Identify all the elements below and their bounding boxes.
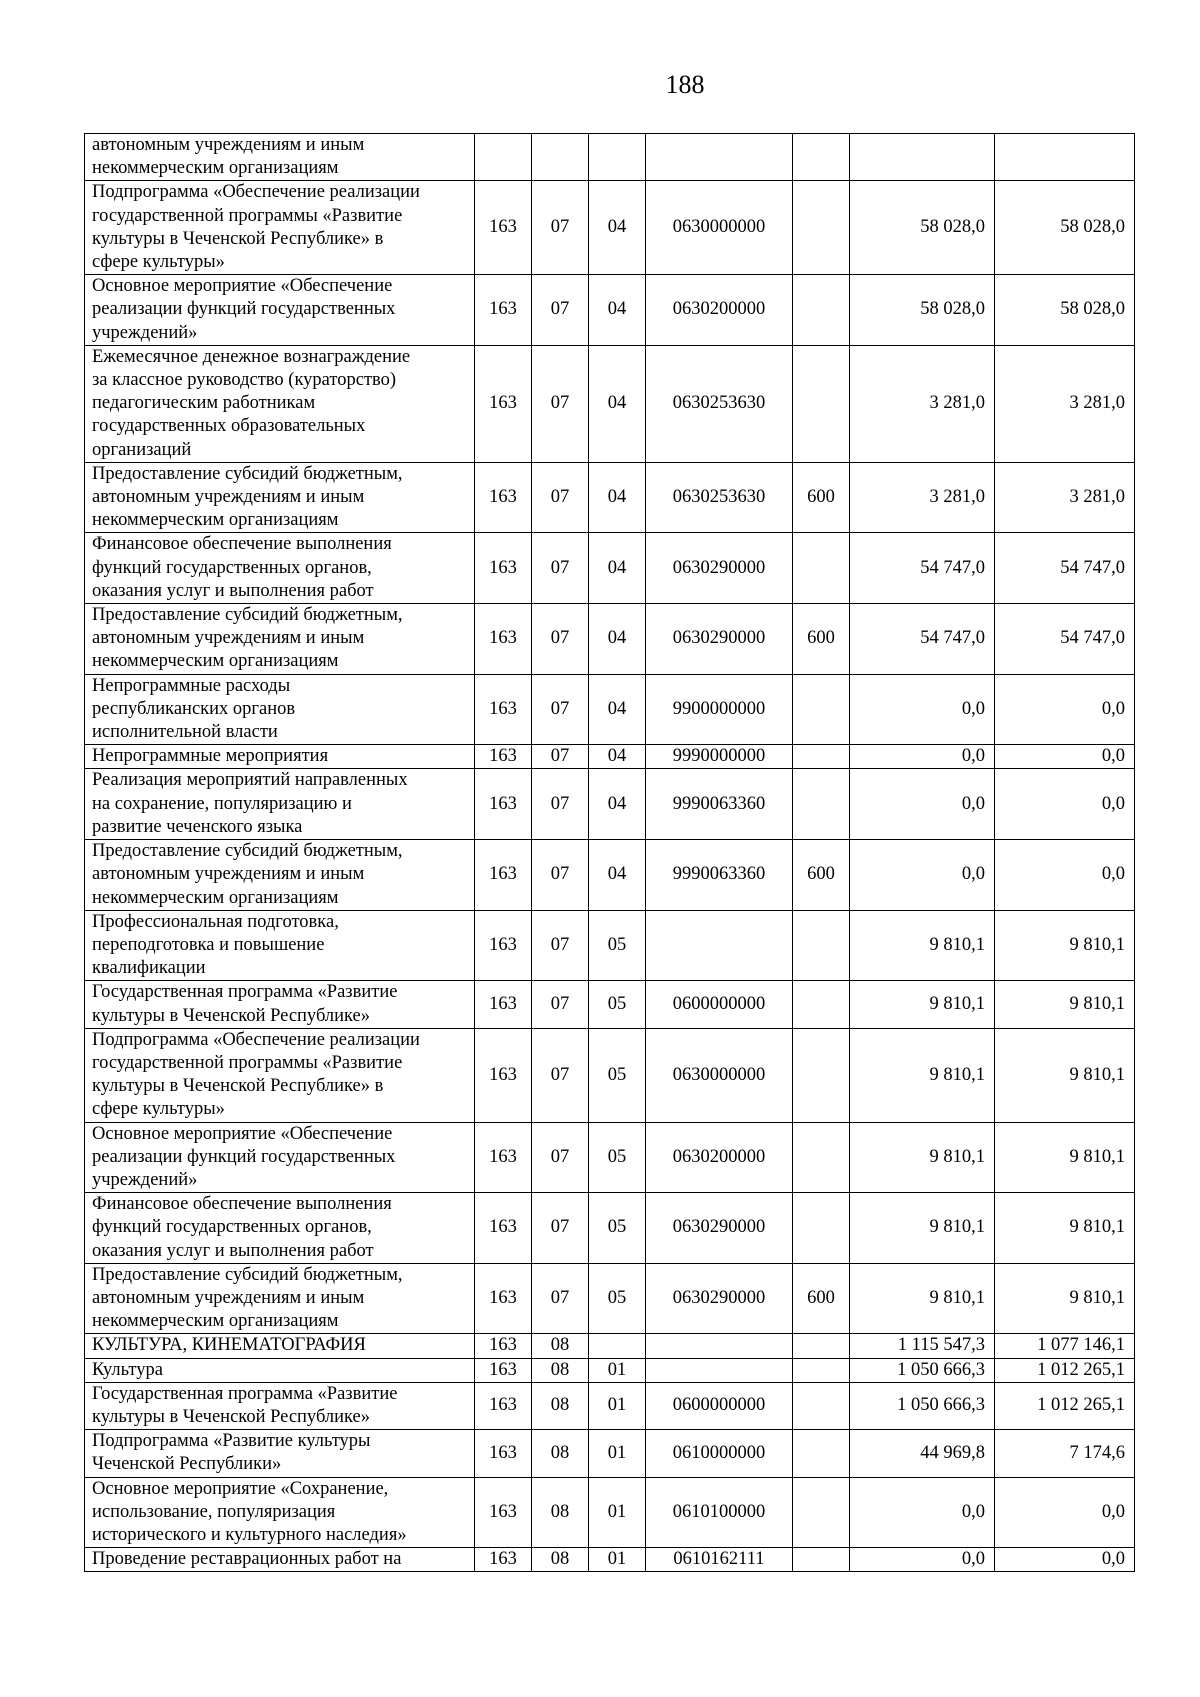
expense-type-cell: 600	[793, 462, 850, 533]
expense-type-cell	[793, 134, 850, 181]
subsection-code-cell	[589, 1334, 646, 1358]
expense-type-cell	[793, 1028, 850, 1122]
department-code-cell: 163	[475, 275, 532, 346]
table-row	[85, 1358, 1135, 1382]
table-row	[85, 345, 1135, 462]
section-code-cell: 07	[532, 674, 589, 745]
subsection-code-cell: 05	[589, 1193, 646, 1264]
amount-year2-cell: 54 747,0	[995, 533, 1135, 604]
amount-year1-cell: 54 747,0	[850, 533, 995, 604]
amount-year1-cell	[850, 134, 995, 181]
department-code-cell: 163	[475, 1122, 532, 1193]
amount-year2-cell: 9 810,1	[995, 981, 1135, 1028]
expense-name-cell: Подпрограмма «Развитие культуры Чеченской Республики»	[85, 1430, 475, 1477]
expense-type-cell	[793, 181, 850, 275]
amount-year1-cell: 9 810,1	[850, 910, 995, 981]
section-code-cell: 07	[532, 745, 589, 769]
target-article-cell: 0630290000	[646, 533, 793, 604]
amount-year1-cell: 9 810,1	[850, 1122, 995, 1193]
subsection-code-cell: 04	[589, 840, 646, 911]
amount-year1-cell: 0,0	[850, 840, 995, 911]
expense-type-cell	[793, 345, 850, 462]
expense-type-cell	[793, 1193, 850, 1264]
department-code-cell: 163	[475, 604, 532, 675]
expense-name-cell: Подпрограмма «Обеспечение реализации государственной программы «Развитие культуры в Чеченской Республике» в сфере культуры»	[85, 1028, 475, 1122]
table-row	[85, 462, 1135, 533]
amount-year2-cell: 3 281,0	[995, 462, 1135, 533]
target-article-cell: 0630253630	[646, 462, 793, 533]
amount-year1-cell: 1 050 666,3	[850, 1382, 995, 1429]
target-article-cell: 0630290000	[646, 1263, 793, 1334]
table-row	[85, 745, 1135, 769]
subsection-code-cell: 04	[589, 462, 646, 533]
section-code-cell: 07	[532, 1263, 589, 1334]
target-article-cell	[646, 134, 793, 181]
expense-name-cell: Предоставление субсидий бюджетным, автономным учреждениям и иным некоммерческим организациям	[85, 1263, 475, 1334]
amount-year1-cell: 3 281,0	[850, 462, 995, 533]
expense-type-cell	[793, 1358, 850, 1382]
subsection-code-cell: 01	[589, 1382, 646, 1429]
table-row	[85, 1548, 1135, 1572]
expense-name-cell: Непрограммные мероприятия	[85, 745, 475, 769]
amount-year2-cell: 0,0	[995, 745, 1135, 769]
subsection-code-cell: 01	[589, 1548, 646, 1572]
expense-type-cell	[793, 1430, 850, 1477]
department-code-cell: 163	[475, 981, 532, 1028]
expense-type-cell	[793, 910, 850, 981]
amount-year2-cell: 0,0	[995, 840, 1135, 911]
page-number: 188	[665, 70, 705, 99]
expense-name-cell: Основное мероприятие «Обеспечение реализации функций государственных учреждений»	[85, 275, 475, 346]
department-code-cell	[475, 134, 532, 181]
amount-year2-cell: 1 012 265,1	[995, 1358, 1135, 1382]
amount-year1-cell: 0,0	[850, 674, 995, 745]
expense-name-cell: Предоставление субсидий бюджетным, автономным учреждениям и иным некоммерческим организациям	[85, 840, 475, 911]
subsection-code-cell: 04	[589, 181, 646, 275]
subsection-code-cell: 04	[589, 745, 646, 769]
department-code-cell: 163	[475, 674, 532, 745]
section-code-cell: 07	[532, 604, 589, 675]
department-code-cell: 163	[475, 1430, 532, 1477]
table-row	[85, 533, 1135, 604]
target-article-cell: 0630000000	[646, 181, 793, 275]
amount-year1-cell: 0,0	[850, 1548, 995, 1572]
target-article-cell: 0630290000	[646, 604, 793, 675]
expense-type-cell	[793, 275, 850, 346]
expense-type-cell	[793, 1548, 850, 1572]
expense-name-cell: Предоставление субсидий бюджетным, автономным учреждениям и иным некоммерческим организациям	[85, 462, 475, 533]
expense-name-cell: Финансовое обеспечение выполнения функций государственных органов, оказания услуг и выполнения работ	[85, 1193, 475, 1264]
section-code-cell: 08	[532, 1430, 589, 1477]
target-article-cell: 0610000000	[646, 1430, 793, 1477]
section-code-cell: 08	[532, 1358, 589, 1382]
department-code-cell: 163	[475, 533, 532, 604]
amount-year2-cell: 1 012 265,1	[995, 1382, 1135, 1429]
expense-type-cell	[793, 1477, 850, 1548]
table-row	[85, 1382, 1135, 1429]
subsection-code-cell: 04	[589, 769, 646, 840]
subsection-code-cell: 05	[589, 1122, 646, 1193]
amount-year1-cell: 54 747,0	[850, 604, 995, 675]
expense-type-cell	[793, 1122, 850, 1193]
table-row	[85, 1028, 1135, 1122]
subsection-code-cell: 04	[589, 674, 646, 745]
target-article-cell: 0630253630	[646, 345, 793, 462]
expense-name-cell: Основное мероприятие «Обеспечение реализации функций государственных учреждений»	[85, 1122, 475, 1193]
section-code-cell: 07	[532, 840, 589, 911]
section-code-cell	[532, 134, 589, 181]
department-code-cell: 163	[475, 1382, 532, 1429]
table-row	[85, 674, 1135, 745]
amount-year1-cell: 1 115 547,3	[850, 1334, 995, 1358]
table-row	[85, 134, 1135, 181]
target-article-cell: 0630200000	[646, 1122, 793, 1193]
target-article-cell: 0610162111	[646, 1548, 793, 1572]
expense-name-cell: Государственная программа «Развитие культуры в Чеченской Республике»	[85, 1382, 475, 1429]
section-code-cell: 08	[532, 1548, 589, 1572]
subsection-code-cell: 01	[589, 1358, 646, 1382]
subsection-code-cell: 05	[589, 1028, 646, 1122]
subsection-code-cell: 05	[589, 1263, 646, 1334]
department-code-cell: 163	[475, 1358, 532, 1382]
department-code-cell: 163	[475, 1548, 532, 1572]
section-code-cell: 08	[532, 1477, 589, 1548]
expense-name-cell: Профессиональная подготовка, переподготовка и повышение квалификации	[85, 910, 475, 981]
amount-year1-cell: 58 028,0	[850, 275, 995, 346]
section-code-cell: 08	[532, 1334, 589, 1358]
expense-name-cell: Ежемесячное денежное вознаграждение за классное руководство (кураторство) педагогическим работникам государственных образовательных организаций	[85, 345, 475, 462]
department-code-cell: 163	[475, 1477, 532, 1548]
amount-year2-cell	[995, 134, 1135, 181]
section-code-cell: 07	[532, 1193, 589, 1264]
subsection-code-cell: 04	[589, 275, 646, 346]
amount-year1-cell: 9 810,1	[850, 981, 995, 1028]
target-article-cell: 0600000000	[646, 981, 793, 1028]
subsection-code-cell: 01	[589, 1430, 646, 1477]
amount-year1-cell: 44 969,8	[850, 1430, 995, 1477]
table-row	[85, 1477, 1135, 1548]
section-code-cell: 07	[532, 769, 589, 840]
expense-name-cell: Основное мероприятие «Сохранение, использование, популяризация исторического и культурного наследия»	[85, 1477, 475, 1548]
subsection-code-cell: 04	[589, 604, 646, 675]
subsection-code-cell	[589, 134, 646, 181]
department-code-cell: 163	[475, 1334, 532, 1358]
subsection-code-cell: 01	[589, 1477, 646, 1548]
expense-name-cell: Предоставление субсидий бюджетным, автономным учреждениям и иным некоммерческим организациям	[85, 604, 475, 675]
target-article-cell	[646, 1358, 793, 1382]
amount-year2-cell: 9 810,1	[995, 910, 1135, 981]
target-article-cell	[646, 1334, 793, 1358]
amount-year2-cell: 3 281,0	[995, 345, 1135, 462]
section-code-cell: 07	[532, 910, 589, 981]
target-article-cell: 0600000000	[646, 1382, 793, 1429]
expense-type-cell	[793, 1334, 850, 1358]
amount-year1-cell: 3 281,0	[850, 345, 995, 462]
section-code-cell: 07	[532, 462, 589, 533]
amount-year2-cell: 9 810,1	[995, 1122, 1135, 1193]
target-article-cell: 9990063360	[646, 840, 793, 911]
subsection-code-cell: 04	[589, 533, 646, 604]
amount-year1-cell: 9 810,1	[850, 1193, 995, 1264]
expense-type-cell	[793, 674, 850, 745]
amount-year1-cell: 0,0	[850, 745, 995, 769]
target-article-cell: 9990063360	[646, 769, 793, 840]
department-code-cell: 163	[475, 181, 532, 275]
target-article-cell: 0630200000	[646, 275, 793, 346]
table-row	[85, 604, 1135, 675]
department-code-cell: 163	[475, 745, 532, 769]
department-code-cell: 163	[475, 1263, 532, 1334]
department-code-cell: 163	[475, 345, 532, 462]
department-code-cell: 163	[475, 1193, 532, 1264]
amount-year1-cell: 1 050 666,3	[850, 1358, 995, 1382]
table-row	[85, 275, 1135, 346]
section-code-cell: 07	[532, 981, 589, 1028]
expense-name-cell: Финансовое обеспечение выполнения функций государственных органов, оказания услуг и выполнения работ	[85, 533, 475, 604]
expense-type-cell	[793, 1382, 850, 1429]
section-code-cell: 07	[532, 181, 589, 275]
table-row	[85, 910, 1135, 981]
section-code-cell: 07	[532, 533, 589, 604]
target-article-cell: 0630290000	[646, 1193, 793, 1264]
amount-year2-cell: 54 747,0	[995, 604, 1135, 675]
table-row	[85, 1430, 1135, 1477]
amount-year2-cell: 9 810,1	[995, 1028, 1135, 1122]
target-article-cell: 0610100000	[646, 1477, 793, 1548]
expense-name-cell: Подпрограмма «Обеспечение реализации государственной программы «Развитие культуры в Чеченской Республике» в сфере культуры»	[85, 181, 475, 275]
amount-year2-cell: 58 028,0	[995, 181, 1135, 275]
section-code-cell: 07	[532, 1028, 589, 1122]
subsection-code-cell: 05	[589, 981, 646, 1028]
expense-type-cell	[793, 981, 850, 1028]
amount-year2-cell: 0,0	[995, 1477, 1135, 1548]
expense-type-cell	[793, 533, 850, 604]
amount-year1-cell: 9 810,1	[850, 1263, 995, 1334]
table-row	[85, 769, 1135, 840]
amount-year2-cell: 7 174,6	[995, 1430, 1135, 1477]
section-code-cell: 07	[532, 275, 589, 346]
table-row	[85, 840, 1135, 911]
amount-year1-cell: 9 810,1	[850, 1028, 995, 1122]
target-article-cell: 9900000000	[646, 674, 793, 745]
expense-type-cell: 600	[793, 840, 850, 911]
table-body	[85, 134, 1135, 1572]
table-row	[85, 1193, 1135, 1264]
amount-year1-cell: 58 028,0	[850, 181, 995, 275]
amount-year2-cell: 0,0	[995, 769, 1135, 840]
table-row	[85, 981, 1135, 1028]
department-code-cell: 163	[475, 1028, 532, 1122]
amount-year2-cell: 0,0	[995, 674, 1135, 745]
table-row	[85, 1122, 1135, 1193]
department-code-cell: 163	[475, 769, 532, 840]
section-code-cell: 07	[532, 1122, 589, 1193]
table-row	[85, 1263, 1135, 1334]
expense-name-cell: Проведение реставрационных работ на	[85, 1548, 475, 1572]
subsection-code-cell: 05	[589, 910, 646, 981]
budget-table	[84, 133, 1135, 1572]
expense-name-cell: Государственная программа «Развитие культуры в Чеченской Республике»	[85, 981, 475, 1028]
subsection-code-cell: 04	[589, 345, 646, 462]
expense-name-cell: автономным учреждениям и иным некоммерческим организациям	[85, 134, 475, 181]
amount-year2-cell: 58 028,0	[995, 275, 1135, 346]
expense-type-cell: 600	[793, 604, 850, 675]
section-code-cell: 08	[532, 1382, 589, 1429]
expense-name-cell: Непрограммные расходы республиканских органов исполнительной власти	[85, 674, 475, 745]
amount-year1-cell: 0,0	[850, 1477, 995, 1548]
department-code-cell: 163	[475, 840, 532, 911]
amount-year1-cell: 0,0	[850, 769, 995, 840]
expense-type-cell: 600	[793, 1263, 850, 1334]
amount-year2-cell: 1 077 146,1	[995, 1334, 1135, 1358]
department-code-cell: 163	[475, 910, 532, 981]
section-code-cell: 07	[532, 345, 589, 462]
target-article-cell: 0630000000	[646, 1028, 793, 1122]
amount-year2-cell: 0,0	[995, 1548, 1135, 1572]
expense-name-cell: Культура	[85, 1358, 475, 1382]
amount-year2-cell: 9 810,1	[995, 1263, 1135, 1334]
table-row	[85, 181, 1135, 275]
expense-name-cell: КУЛЬТУРА, КИНЕМАТОГРАФИЯ	[85, 1334, 475, 1358]
target-article-cell: 9990000000	[646, 745, 793, 769]
expense-type-cell	[793, 745, 850, 769]
expense-type-cell	[793, 769, 850, 840]
target-article-cell	[646, 910, 793, 981]
expense-name-cell: Реализация мероприятий направленных на сохранение, популяризацию и развитие чеченского языка	[85, 769, 475, 840]
department-code-cell: 163	[475, 462, 532, 533]
table-row	[85, 1334, 1135, 1358]
amount-year2-cell: 9 810,1	[995, 1193, 1135, 1264]
